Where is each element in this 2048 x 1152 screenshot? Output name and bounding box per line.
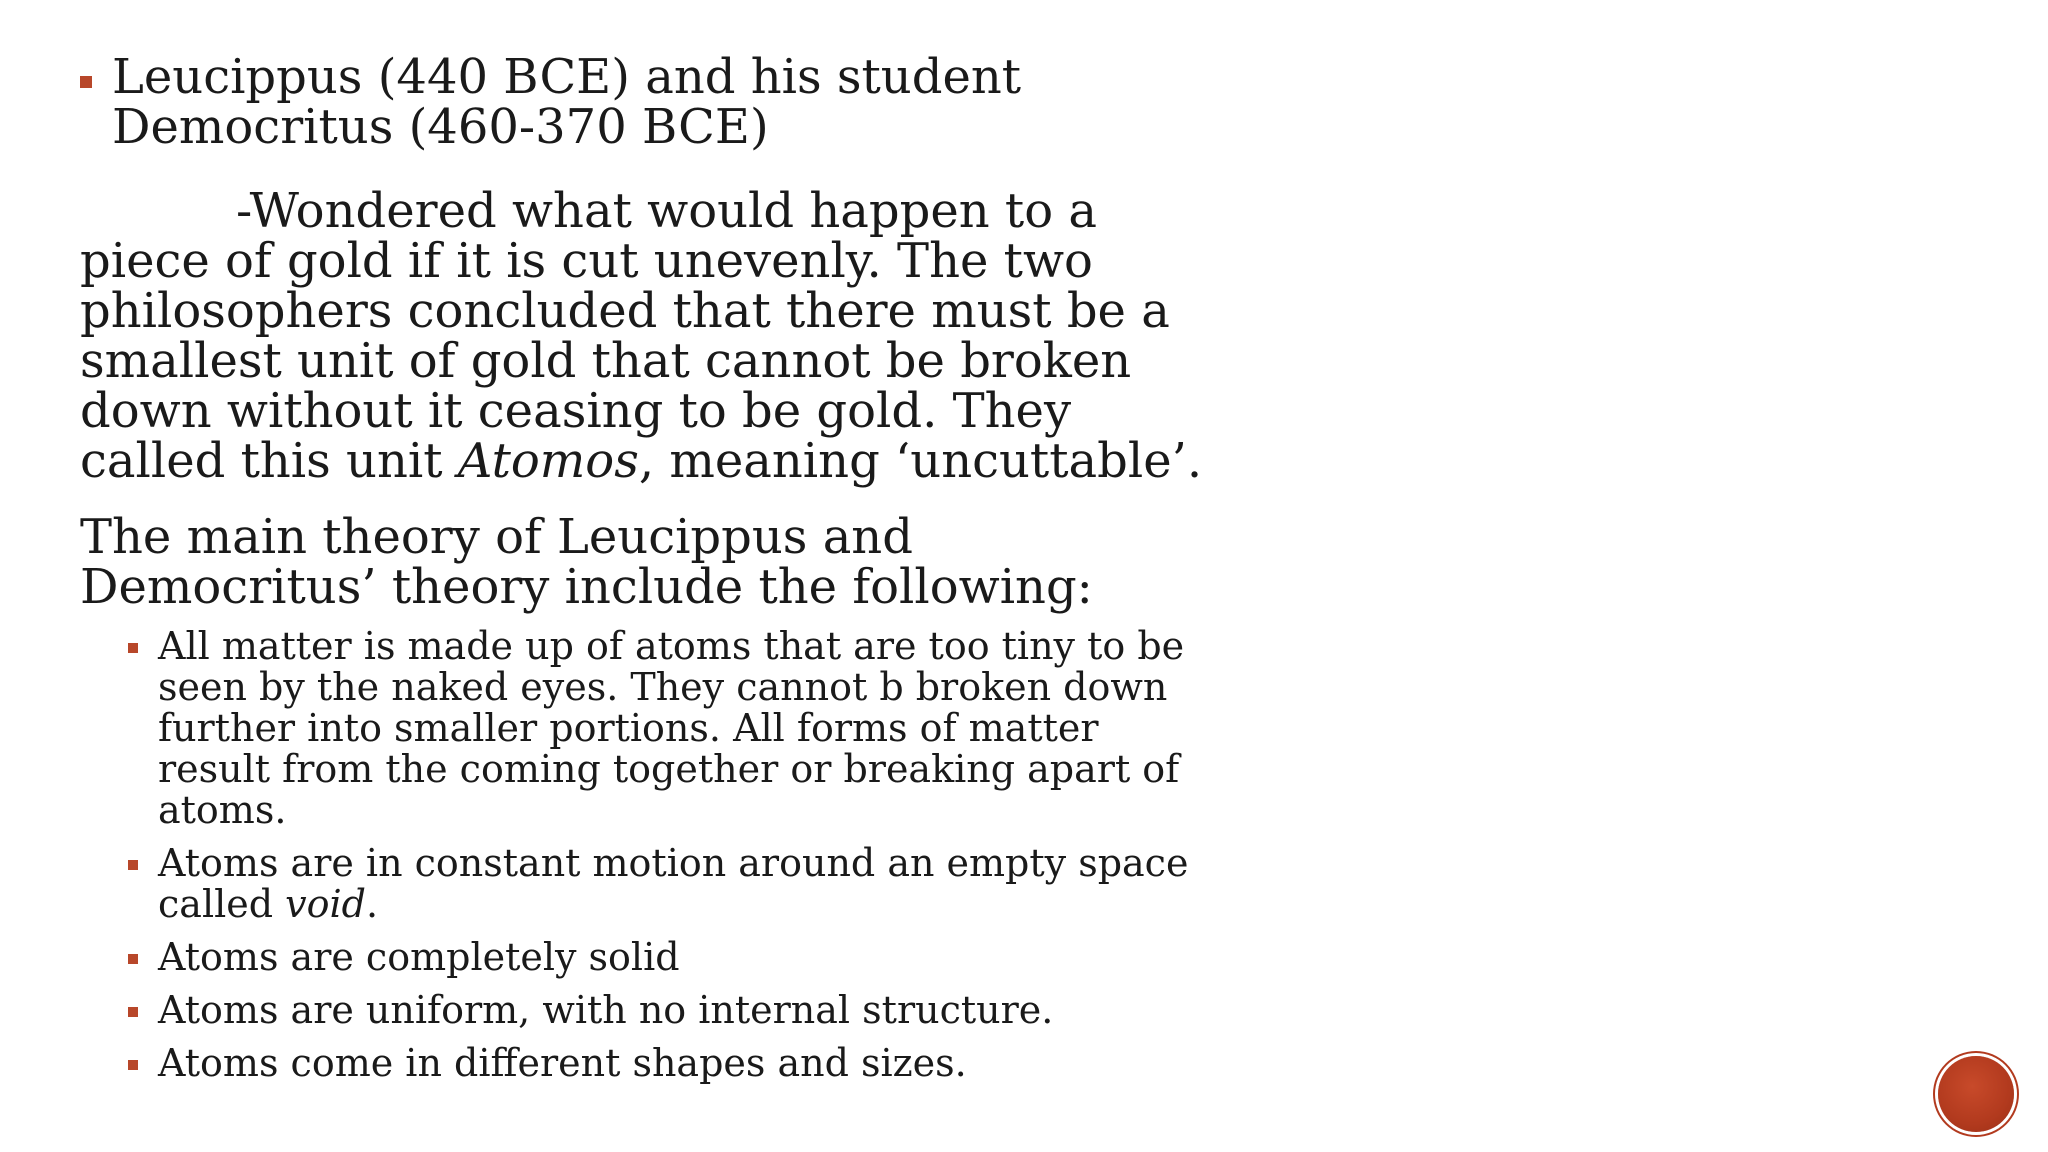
bullet-square-icon: [128, 1007, 138, 1017]
paragraph-atomos: [80, 183, 1210, 489]
bullet-square-icon: [128, 1060, 138, 1070]
list-item-text: [158, 843, 1210, 925]
list-item: [128, 843, 1210, 925]
list-item-text: All matter is made up of atoms that are too tiny to be seen by the naked eyes. They cannot b broken down further into smaller portions. All forms of matter result from the coming together or breaking apart of atoms.: [158, 624, 1185, 832]
bullet-square-icon: [128, 954, 138, 964]
slide-content: [80, 49, 1210, 1096]
main-bullet: [80, 49, 1210, 155]
list-item-text-2: .: [365, 882, 379, 926]
list-item: [128, 990, 1210, 1031]
list-item-text: Atoms are completely solid: [158, 935, 680, 979]
paragraph-atomos-emphasis: Atomos: [457, 433, 639, 489]
list-item: [128, 626, 1210, 831]
bullet-square-icon: [128, 643, 138, 653]
list-item-text: Atoms are uniform, with no internal structure.: [158, 988, 1054, 1032]
slide-badge-circle-icon: [1938, 1056, 2014, 1132]
list-item: [128, 1043, 1210, 1084]
paragraph-atomos-text-2: , meaning ‘uncuttable’.: [638, 433, 1203, 489]
list-item-emphasis: void: [285, 882, 366, 926]
list-item: [128, 937, 1210, 978]
list-item-text-1: Atoms are in constant motion around an empty space called: [158, 841, 1189, 926]
list-item-text: Atoms come in different shapes and sizes.: [158, 1041, 967, 1085]
main-bullet-text: Leucippus (440 BCE) and his student Democritus (460-370 BCE): [112, 49, 1022, 155]
paragraph-main-theory: The main theory of Leucippus and Democritus’ theory include the following:: [80, 509, 1093, 615]
bullet-square-icon: [128, 860, 138, 870]
theory-list: [128, 626, 1210, 1084]
bullet-square-icon: [80, 76, 92, 88]
paragraph-atomos-text-1: -Wondered what would happen to a piece of gold if it is cut unevenly. The two philosophers concluded that there must be a smallest unit of gold that cannot be broken down without it ceasing to be gold. They called this unit: [80, 183, 1170, 489]
